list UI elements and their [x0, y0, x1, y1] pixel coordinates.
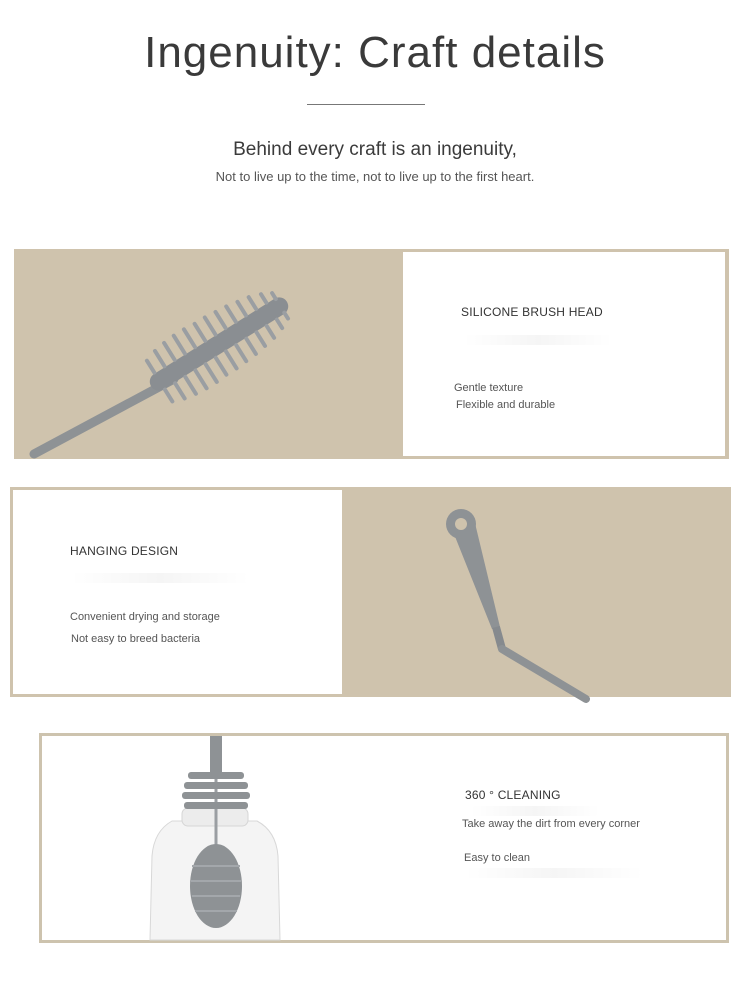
page-subtitle: Behind every craft is an ingenuity,	[233, 139, 517, 160]
feature-title: 360 ° CLEANING	[465, 788, 561, 802]
feature-line: Not easy to breed bacteria	[71, 633, 201, 645]
brush-head-illustration	[14, 249, 394, 459]
feature-panel-hanging	[10, 487, 731, 697]
bottle-brush-illustration	[42, 736, 402, 940]
feature-title: SILICONE BRUSH HEAD	[461, 305, 603, 319]
decorative-text-blur	[470, 806, 600, 816]
decorative-text-blur	[463, 335, 613, 345]
feature-panel-cleaning	[39, 733, 729, 943]
hanging-handle-illustration	[350, 487, 730, 697]
feature-line: Gentle texture	[454, 382, 524, 394]
feature-title: HANGING DESIGN	[70, 544, 179, 558]
page-title: Ingenuity: Craft details	[144, 28, 606, 77]
feature-card-hanging	[13, 490, 342, 694]
feature-line: Flexible and durable	[456, 399, 556, 411]
feature-card-brush-head	[403, 252, 725, 456]
page-tagline: Not to live up to the time, not to live up to the first heart.	[215, 169, 535, 184]
feature-line: Easy to clean	[464, 852, 531, 864]
decorative-text-blur	[70, 573, 250, 583]
feature-line: Take away the dirt from every corner	[462, 818, 640, 830]
title-divider	[307, 104, 425, 105]
decorative-text-blur	[464, 868, 644, 878]
feature-panel-brush-head	[14, 249, 729, 459]
feature-line: Convenient drying and storage	[70, 611, 220, 623]
